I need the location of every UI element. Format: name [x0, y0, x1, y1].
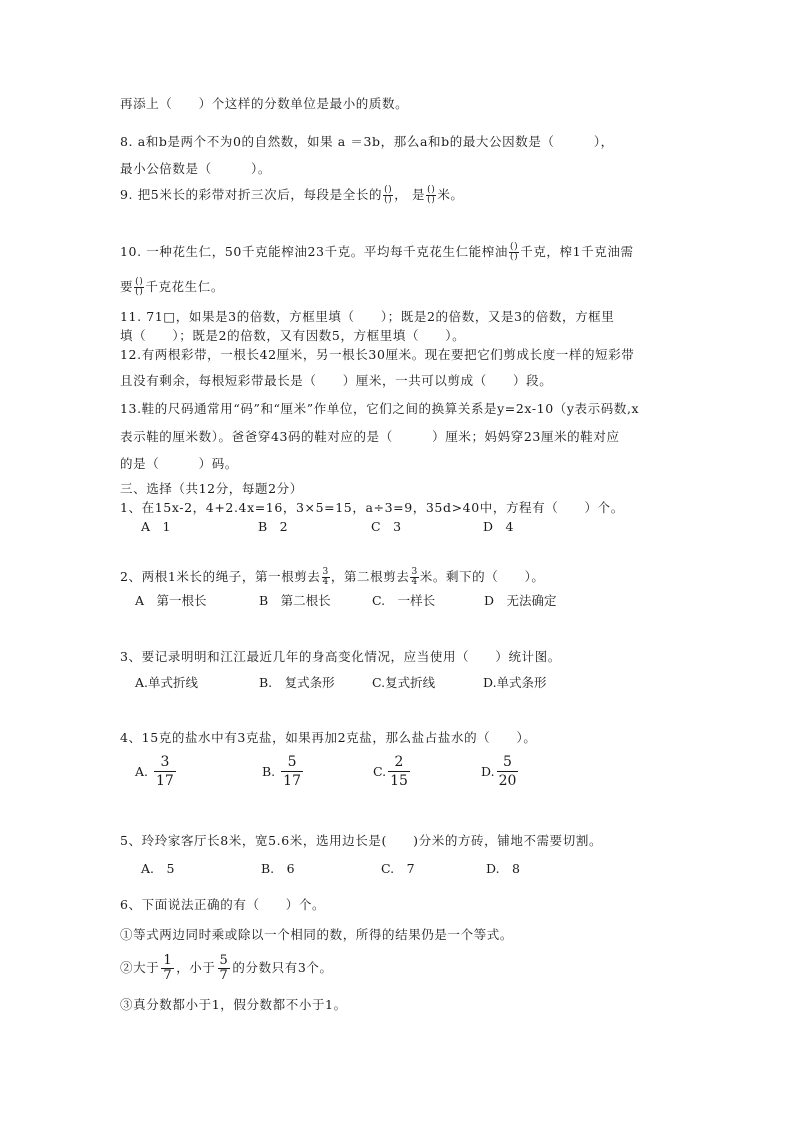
q2-text-b: ，第二根剪去 — [330, 569, 410, 584]
q11-line-2: 填（ ）；既是2的倍数，又有因数5，方框里填（ ）。 — [120, 328, 466, 343]
q8-line-2: 最小公倍数是（ ）。 — [120, 161, 271, 176]
choice-q6-statement-2 — [120, 954, 333, 983]
choice-q6-statement-3: ③真分数都小于1，假分数都不小于1。 — [120, 997, 347, 1012]
choice-q1-option-d: D 4 — [483, 519, 514, 534]
q13-line-2: 表示鞋的厘米数）。爸爸穿43码的鞋对应的是（ ）厘米；妈妈穿23厘米的鞋对应 — [120, 429, 620, 444]
choice-q4-option-d: D. $\frac{5}{20}$ — [481, 754, 517, 789]
choice-q4-stem: 4、15克的盐水中有3克盐，如果再加2克盐，那么盐占盐水的（ ）。 — [120, 730, 537, 745]
q6-s2-text-b: ，小于 — [176, 960, 216, 975]
q13-line-3: 的是（ ）码。 — [120, 456, 238, 471]
q9-text-b: ， 是 — [394, 187, 426, 202]
choice-q4-option-c: C. $\frac{2}{15}$ — [373, 754, 408, 789]
q9-blank-fraction-1: $\frac{()}{()}$ — [384, 185, 393, 205]
choice-q5-option-b: B. 6 — [261, 861, 295, 876]
choice-q3-option-b: B. 复式条形 — [259, 675, 335, 690]
q6-s2-text-a: ②大于 — [120, 960, 160, 975]
choice-q1-stem: 1、在15x-2，4+2.4x=16，3×5=15，a÷3=9，35d>40中，方程有（ ）个。 — [120, 500, 624, 515]
choice-q5-option-d: D. 8 — [486, 861, 521, 876]
choice-q3-option-c: C.复式折线 — [372, 675, 436, 690]
q4-option-d-fraction: $\frac{5}{20}$ — [498, 754, 517, 789]
q2-text-c: 米。剩下的（ ）。 — [419, 569, 545, 584]
q10-text-a: 10. 一种花生仁，50千克能榨油23千克。平均每千克花生仁能榨油 — [120, 244, 508, 259]
q10-blank-fraction-2: $\frac{()}{()}$ — [135, 277, 144, 297]
choice-q4-option-a: A. $\frac{3}{17}$ — [135, 754, 174, 789]
section-title: 三、选择（共12分，每题2分） — [120, 481, 303, 496]
q12-line-1: 12.有两根彩带，一根长42厘米，另一根长30厘米。现在要把它们剪成长度一样的短彩带 — [120, 347, 635, 362]
choice-q5-option-c: C. 7 — [381, 861, 415, 876]
choice-q3-option-d: D.单式条形 — [483, 675, 547, 690]
q2-text-a: 2、两根1米长的绳子，第一根剪去 — [120, 569, 321, 584]
choice-q1-option-b: B 2 — [258, 519, 288, 534]
choice-q1-option-c: C 3 — [371, 519, 402, 534]
q10-text-b: 千克，榨1千克油需 — [520, 244, 634, 259]
q6-s2-text-c: 的分数只有3个。 — [232, 960, 333, 975]
q10-text-d: 千克花生仁。 — [145, 279, 224, 294]
choice-q6-statement-1: ①等式两边同时乘或除以一个相同的数，所得的结果仍是一个等式。 — [120, 927, 514, 942]
q4-option-a-fraction: $\frac{3}{17}$ — [156, 754, 174, 789]
choice-q2-option-b: B 第二根长 — [259, 593, 331, 608]
q6-s2-fraction-2: $\frac{5}{7}$ — [219, 953, 229, 983]
q9-text-c: 米。 — [437, 187, 464, 202]
q9-text-a: 9. 把5米长的彩带对折三次后，每段是全长的 — [120, 187, 383, 202]
q12-line-2: 且没有剩余，每根短彩带最长是（ ）厘米，一共可以剪成（ ）段。 — [120, 373, 553, 388]
q8-line-1: 8. a和b是两个不为0的自然数，如果 a ＝3b，那么a和b的最大公因数是（ ）， — [120, 134, 614, 149]
q9 — [120, 186, 464, 205]
q10-line-2 — [120, 278, 224, 297]
choice-q2-option-a: A 第一根长 — [135, 593, 207, 608]
choice-q5-option-a: A. 5 — [141, 861, 175, 876]
q13-line-1: 13.鞋的尺码通常用“码”和“厘米”作单位，它们之间的换算关系是y=2x-10（y表示码数,x — [120, 401, 640, 416]
choice-q2-option-d: D 无法确定 — [484, 593, 557, 608]
q4-option-b-fraction: $\frac{5}{17}$ — [283, 754, 301, 789]
choice-q4-option-b: B. $\frac{5}{17}$ — [262, 754, 301, 789]
choice-q6-stem: 6、下面说法正确的有（ ）个。 — [120, 897, 326, 912]
q11-line-1: 11. 71□，如果是3的倍数，方框里填（ ）；既是2的倍数，又是3的倍数，方框里 — [120, 309, 615, 324]
choice-q2-option-c: C. 一样长 — [372, 593, 436, 608]
q10-text-c: 要 — [120, 279, 134, 294]
choice-q5-stem: 5、玲玲家客厅长8米，宽5.6米，选用边长是( )分米的方砖，铺地不需要切割。 — [120, 833, 603, 848]
q6-s2-fraction-1: $\frac{1}{7}$ — [163, 953, 173, 983]
q2-fraction-2: $\frac{3}{4}$ — [411, 567, 418, 587]
choice-q2-stem — [120, 568, 545, 587]
q2-fraction-1: $\frac{3}{4}$ — [322, 567, 329, 587]
choice-q1-option-a: A 1 — [141, 519, 171, 534]
choice-q3-stem: 3、要记录明明和江江最近几年的身高变化情况，应当使用（ ）统计图。 — [120, 649, 561, 664]
choice-q3-option-a: A.单式折线 — [135, 675, 199, 690]
q7-continuation: 再添上（ ）个这样的分数单位是最小的质数。 — [120, 96, 409, 111]
q10-line-1 — [120, 243, 634, 262]
q4-option-c-fraction: $\frac{2}{15}$ — [390, 754, 408, 789]
q9-blank-fraction-2: $\frac{()}{()}$ — [427, 185, 436, 205]
q10-blank-fraction-1: $\frac{()}{()}$ — [509, 242, 519, 262]
